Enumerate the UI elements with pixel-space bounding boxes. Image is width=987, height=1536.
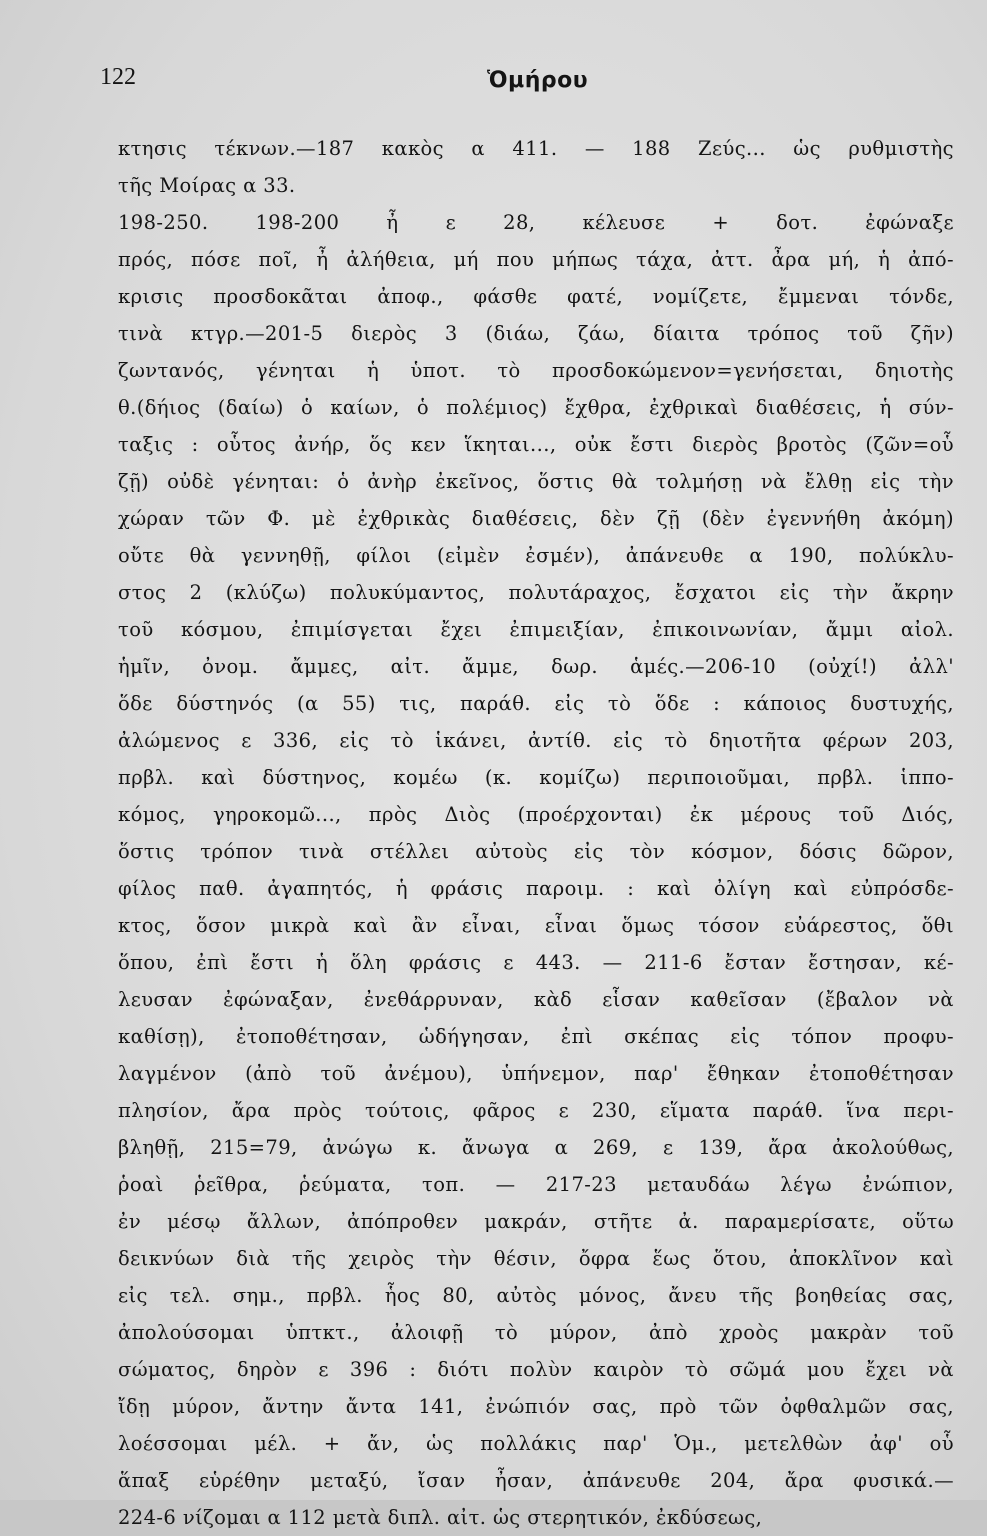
text-line: ἀπολούσομαι ὑπτκτ., ἀλοιφῇ τὸ μύρον, ἀπὸ χροὸς μακρὰν τοῦ <box>118 1321 954 1344</box>
text-line: ὅδε δύστηνός (α 55) τις, παράθ. εἰς τὸ ὅδε : κάποιος δυστυχής, <box>118 692 954 715</box>
text-line: εἰς τελ. σημ., πρβλ. ἧος 80, αὐτὸς μόνος, ἄνευ τῆς βοηθείας σας, <box>118 1284 954 1307</box>
text-line: λαγμένον (ἀπὸ τοῦ ἀνέμου), ὑπήνεμον, παρ' ἔθηκαν ἐτοποθέτησαν <box>118 1062 954 1085</box>
commentary-text <box>118 130 954 1536</box>
text-line: πρός, πόσε ποῖ, ἦ ἀλήθεια, μή που μήπως τάχα, ἀττ. ἆρα μή, ἡ ἀπό- <box>118 248 954 271</box>
text-line: φίλος παθ. ἀγαπητός, ἡ φράσις παροιμ. : καὶ ὀλίγη καὶ εὐπρόσδε- <box>118 877 954 900</box>
text-line: ζωντανός, γένηται ἡ ὑποτ. τὸ προσδοκώμενον=γενήσεται, δηιοτὴς <box>118 359 954 382</box>
text-line: ζῇ) οὐδὲ γένηται: ὁ ἀνὴρ ἐκεῖνος, ὅστις θὰ τολμήσῃ νὰ ἔλθῃ εἰς τὴν <box>118 470 954 493</box>
text-line: βληθῇ, 215=79, ἀνώγω κ. ἄνωγα α 269, ε 139, ἄρα ἀκολούθως, <box>118 1136 954 1159</box>
text-line: χώραν τῶν Φ. μὲ ἐχθρικὰς διαθέσεις, δὲν ζῇ (δὲν ἐγεννήθη ἀκόμη) <box>118 507 954 530</box>
page-number: 122 <box>100 64 136 90</box>
text-line: ἅπαξ εὑρέθην μεταξύ, ἴσαν ἦσαν, ἀπάνευθε 204, ἄρα φυσικά.— <box>118 1469 954 1492</box>
text-line: στος 2 (κλύζω) πολυκύμαντος, πολυτάραχος, ἔσχατοι εἰς τὴν ἄκρην <box>118 581 954 604</box>
text-line: οὔτε θὰ γεννηθῇ, φίλοι (εἰμὲν ἐσμέν), ἀπάνευθε α 190, πολύκλυ- <box>118 544 954 567</box>
text-line: δεικνύων διὰ τῆς χειρὸς τὴν θέσιν, ὄφρα ἕως ὅτου, ἀποκλῖνον καὶ <box>118 1247 954 1270</box>
text-line: ἴδῃ μύρον, ἄντην ἄντα 141, ἐνώπιόν σας, πρὸ τῶν ὀφθαλμῶν σας, <box>118 1395 954 1418</box>
running-title: Ὁμήρου <box>487 68 589 93</box>
text-line: πλησίον, ἄρα πρὸς τούτοις, φᾶρος ε 230, εἵματα παράθ. ἵνα περι- <box>118 1099 954 1122</box>
text-line: σώματος, δηρὸν ε 396 : διότι πολὺν καιρὸν τὸ σῶμά μου ἔχει νὰ <box>118 1358 954 1381</box>
text-line: τοῦ κόσμου, ἐπιμίσγεται ἔχει ἐπιμειξίαν, ἐπικοινωνίαν, ἄμμι αἰολ. <box>118 618 954 641</box>
text-line: ὅπου, ἐπὶ ἔστι ἡ ὅλη φράσις ε 443. — 211-6 ἔσταν ἔστησαν, κέ- <box>118 951 954 974</box>
text-line: πρβλ. καὶ δύστηνος, κομέω (κ. κομίζω) περιποιοῦμαι, πρβλ. ἱππο- <box>118 766 954 789</box>
text-line: λευσαν ἐφώναξαν, ἐνεθάρρυναν, κὰδ εἷσαν καθεῖσαν (ἔβαλον νὰ <box>118 988 954 1011</box>
text-line: ὅστις τρόπον τινὰ στέλλει αὐτοὺς εἰς τὸν κόσμον, δόσις δῶρον, <box>118 840 954 863</box>
text-line: κτος, ὅσον μικρὰ καὶ ἂν εἶναι, εἶναι ὅμως τόσον εὐάρεστος, ὅθι <box>118 914 954 937</box>
text-line: τῆς Μοίρας α 33. <box>118 174 296 197</box>
text-line: κρισις προσδοκᾶται ἀποφ., φάσθε φατέ, νομίζετε, ἔμμεναι τόνδε, <box>118 285 954 308</box>
text-line: λοέσσομαι μέλ. + ἄν, ὡς πολλάκις παρ' Ὁμ., μετελθὼν ἀφ' οὗ <box>118 1432 954 1455</box>
text-line: ταξις : οὗτος ἀνήρ, ὅς κεν ἵκηται..., οὐκ ἔστι διερὸς βροτὸς (ζῶν=οὗ <box>118 433 954 456</box>
text-line: ἀλώμενος ε 336, εἰς τὸ ἱκάνει, ἀντίθ. εἰς τὸ δηιοτῆτα φέρων 203, <box>118 729 954 752</box>
page-header <box>100 58 947 98</box>
text-line: καθίσῃ), ἐτοποθέτησαν, ὡδήγησαν, ἐπὶ σκέπας εἰς τόπον προφυ- <box>118 1025 954 1048</box>
text-line: θ.(δήιος (δαίω) ὁ καίων, ὁ πολέμιος) ἔχθρα, ἐχθρικαὶ διαθέσεις, ἡ σύν- <box>118 396 954 419</box>
text-line: ἡμῖν, ὀνομ. ἄμμες, αἰτ. ἄμμε, δωρ. ἁμές.—206-10 (οὐχί!) ἀλλ' <box>118 655 954 678</box>
text-line: κόμος, γηροκομῶ..., πρὸς Διὸς (προέρχονται) ἐκ μέρους τοῦ Διός, <box>118 803 954 826</box>
text-line: τινὰ κτγρ.—201-5 διερὸς 3 (διάω, ζάω, δίαιτα τρόπος τοῦ ζῆν) <box>118 322 954 345</box>
text-line: ἐν μέσῳ ἄλλων, ἀπόπροθεν μακράν, στῆτε ἀ. παραμερίσατε, οὕτω <box>118 1210 954 1233</box>
text-line: 224-6 νίζομαι α 112 μετὰ διπλ. αἰτ. ὡς στερητικόν, ἐκδύσεως, <box>118 1506 763 1529</box>
text-line: 198-250. 198-200 ἦ ε 28, κέλευσε + δοτ. ἐφώναξε <box>118 211 954 234</box>
text-line: ῥοαὶ ῥεῖθρα, ῥεύματα, τοπ. — 217-23 μεταυδάω λέγω ἐνώπιον, <box>118 1173 954 1196</box>
text-line: κτησις τέκνων.—187 κακὸς α 411. — 188 Ζεύς... ὡς ρυθμιστὴς <box>118 137 954 160</box>
